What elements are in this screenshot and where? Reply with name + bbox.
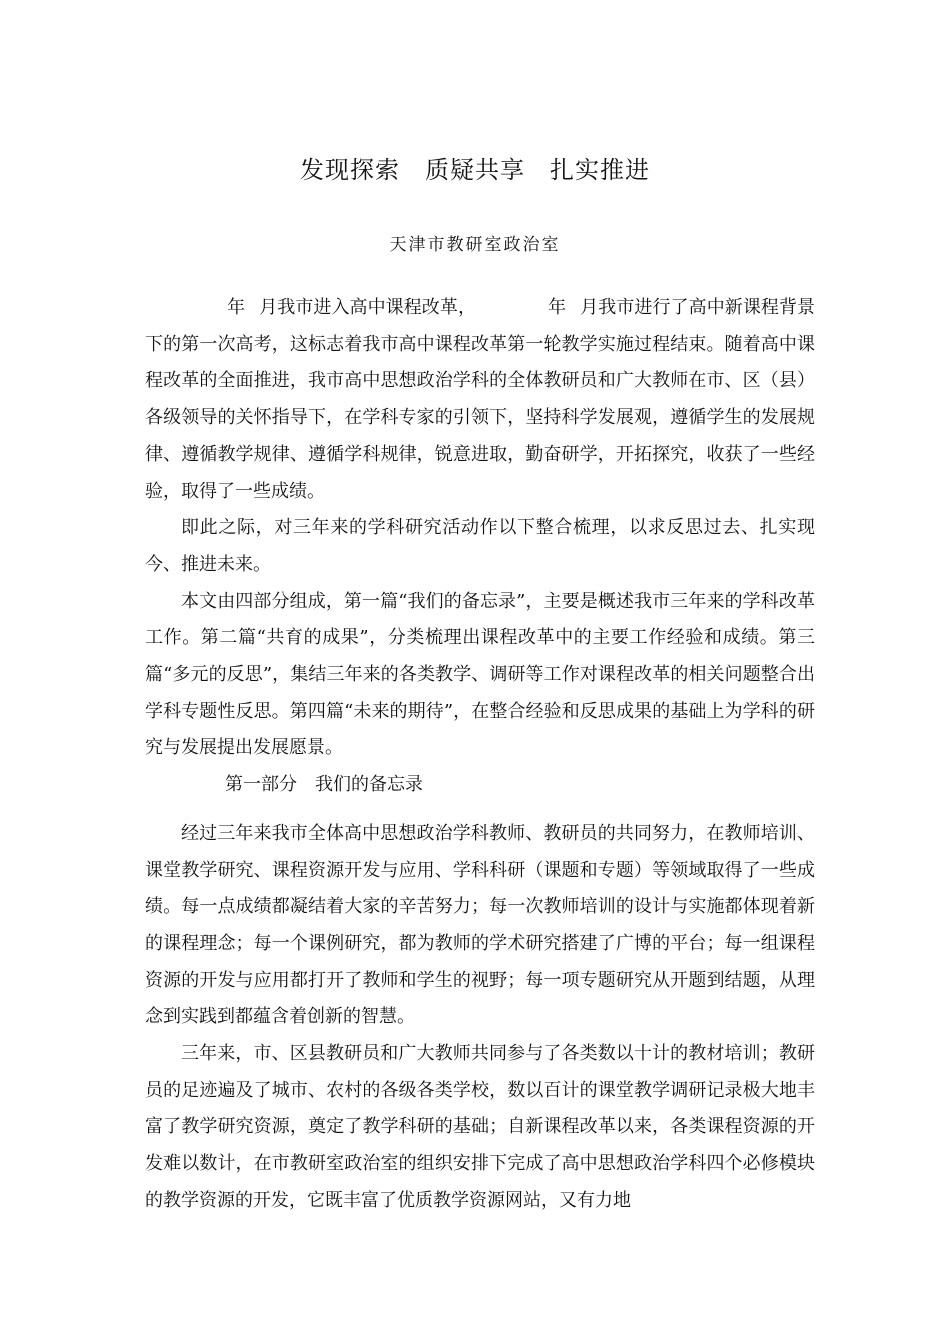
paragraph-2: 即此之际，对三年来的学科研究活动作以下整合梳理，以求反思过去、扎实现今、推进未来。 bbox=[145, 517, 815, 575]
document-author: 天津市教研室政治室 bbox=[389, 235, 561, 255]
intro-text-2: 月我市进行了高中新课程背景下的第一次高考，这标志着我市高中课程改革第一轮教学实施过程结束。随着高中课程改革的全面推进，我市高中思想政治学科的全体教研员和广大教师在市、区（县）各级领导的关怀指导下，在学科专家的引领下，坚持科学发展观，遵循学生的发展规律、遵循教学规律、遵循学科规律，锐意进取，勤奋研学，开拓探究，收获了一些经验，取得了一些成绩。 bbox=[145, 297, 816, 502]
paragraph-3: 本文由四部分组成，第一篇“我们的备忘录”，主要是概述我市三年来的学科改革工作。第二篇“共育的成果”，分类梳理出课程改革中的主要工作经验和成绩。第三篇“多元的反思”，集结三年来的各类教学、调研等工作对课程改革的相关问题整合出学科专题性反思。第四篇“未来的期待”，在整合经验和反思成果的基础上为学科的研究与发展提出发展愿景。 bbox=[145, 590, 815, 759]
document-body bbox=[145, 290, 815, 1220]
paragraph-5: 三年来，市、区县教研员和广大教师共同参与了各类数以十计的教材培训；教研员的足迹遍及了城市、农村的各级各类学校，数以百计的课堂教学调研记录极大地丰富了教学研究资源，奠定了教学科研的基础；自新课程改革以来，各类课程资源的开发难以数计，在市教研室政治室的组织安排下完成了高中思想政治学科四个必修模块的教学资源的开发，它既丰富了优质教学资源网站，又有力地 bbox=[145, 1043, 815, 1211]
section-spacer bbox=[145, 804, 815, 816]
intro-year-2: 年 bbox=[548, 297, 567, 318]
intro-paragraph bbox=[145, 290, 815, 510]
intro-text-1: 月我市进入高中课程改革， bbox=[259, 297, 477, 318]
section-1-heading: 第一部分 我们的备忘录 bbox=[225, 774, 423, 796]
paragraph-4: 经过三年来我市全体高中思想政治学科教师、教研员的共同努力，在教师培训、课堂教学研究、课程资源开发与应用、学科科研（课题和专题）等领域取得了一些成绩。每一点成绩都凝结着大家的辛苦努力；每一次教师培训的设计与实施都体现着新的课程理念；每一个课例研究，都为教师的学术研究搭建了广博的平台；每一组课程资源的开发与应用都打开了教师和学生的视野；每一项专题研究从开题到结题，从理念到实践到都蕴含着创新的智慧。 bbox=[145, 822, 815, 1028]
document-title: 发现探索 质疑共享 扎实推进 bbox=[300, 156, 650, 184]
intro-year-1: 年 bbox=[227, 297, 246, 318]
